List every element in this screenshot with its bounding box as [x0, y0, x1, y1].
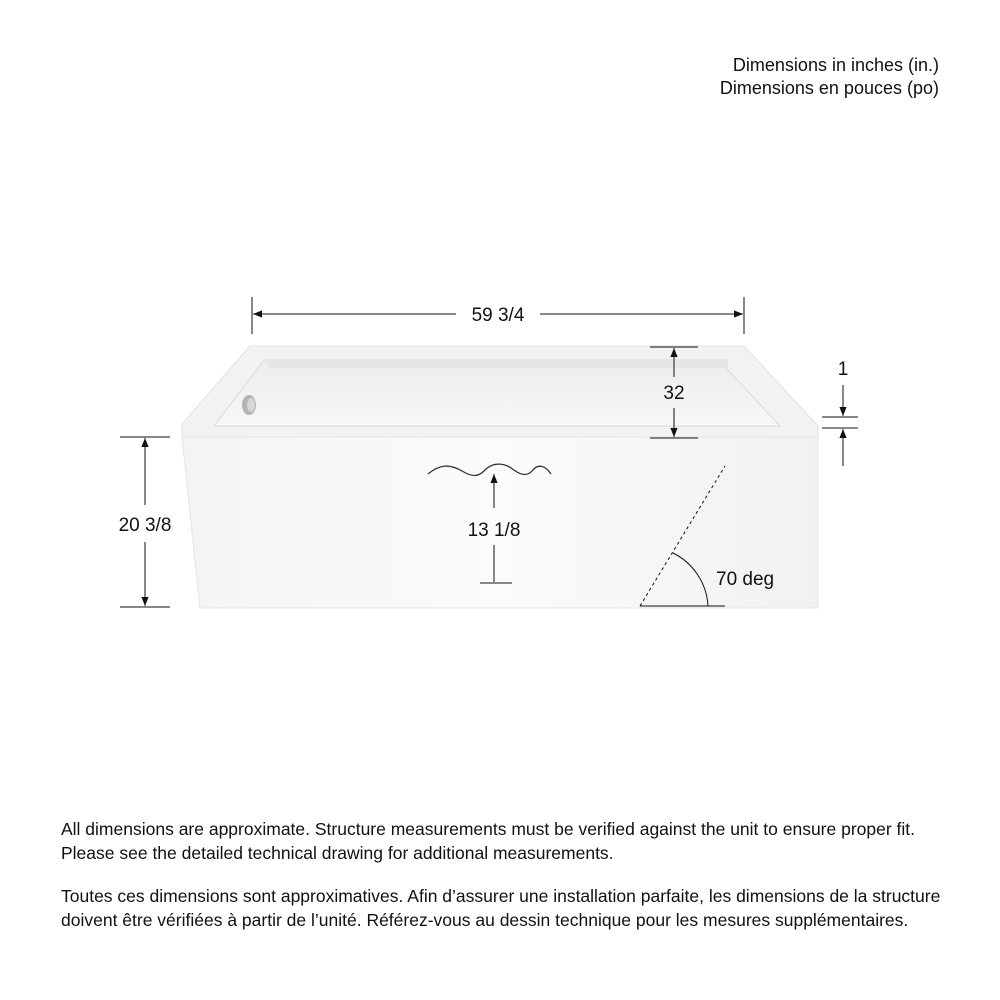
length-label: 59 3/4 [471, 305, 525, 326]
rim-label: 1 [837, 359, 849, 380]
water-depth-label: 13 1/8 [467, 520, 521, 541]
depth-label: 32 [663, 383, 685, 404]
rim-dimension [822, 359, 858, 466]
angle-label: 70 deg [716, 569, 775, 590]
tub-basin [214, 360, 780, 426]
length-dimension [252, 297, 744, 334]
drain-overflow-icon [242, 395, 256, 415]
units-english: Dimensions in inches (in.) [732, 55, 939, 75]
disclaimer-french: Toutes ces dimensions sont approximatives. Afin d’assurer une installation parfaite, les dimensions de la structure doivent être vérifiées à partir de l’unité. Référez-vous au dessin technique pour les mesures supplémentaires. [61, 886, 941, 930]
tub-basin-back-wall [264, 360, 727, 368]
height-label: 20 3/8 [118, 515, 172, 536]
units-french: Dimensions en pouces (po) [719, 78, 939, 98]
disclaimer-english: All dimensions are approximate. Structure measurements must be verified against the unit to ensure proper fit. Please see the detailed technical drawing for additional measurements. [61, 819, 916, 863]
height-dimension [119, 437, 172, 607]
